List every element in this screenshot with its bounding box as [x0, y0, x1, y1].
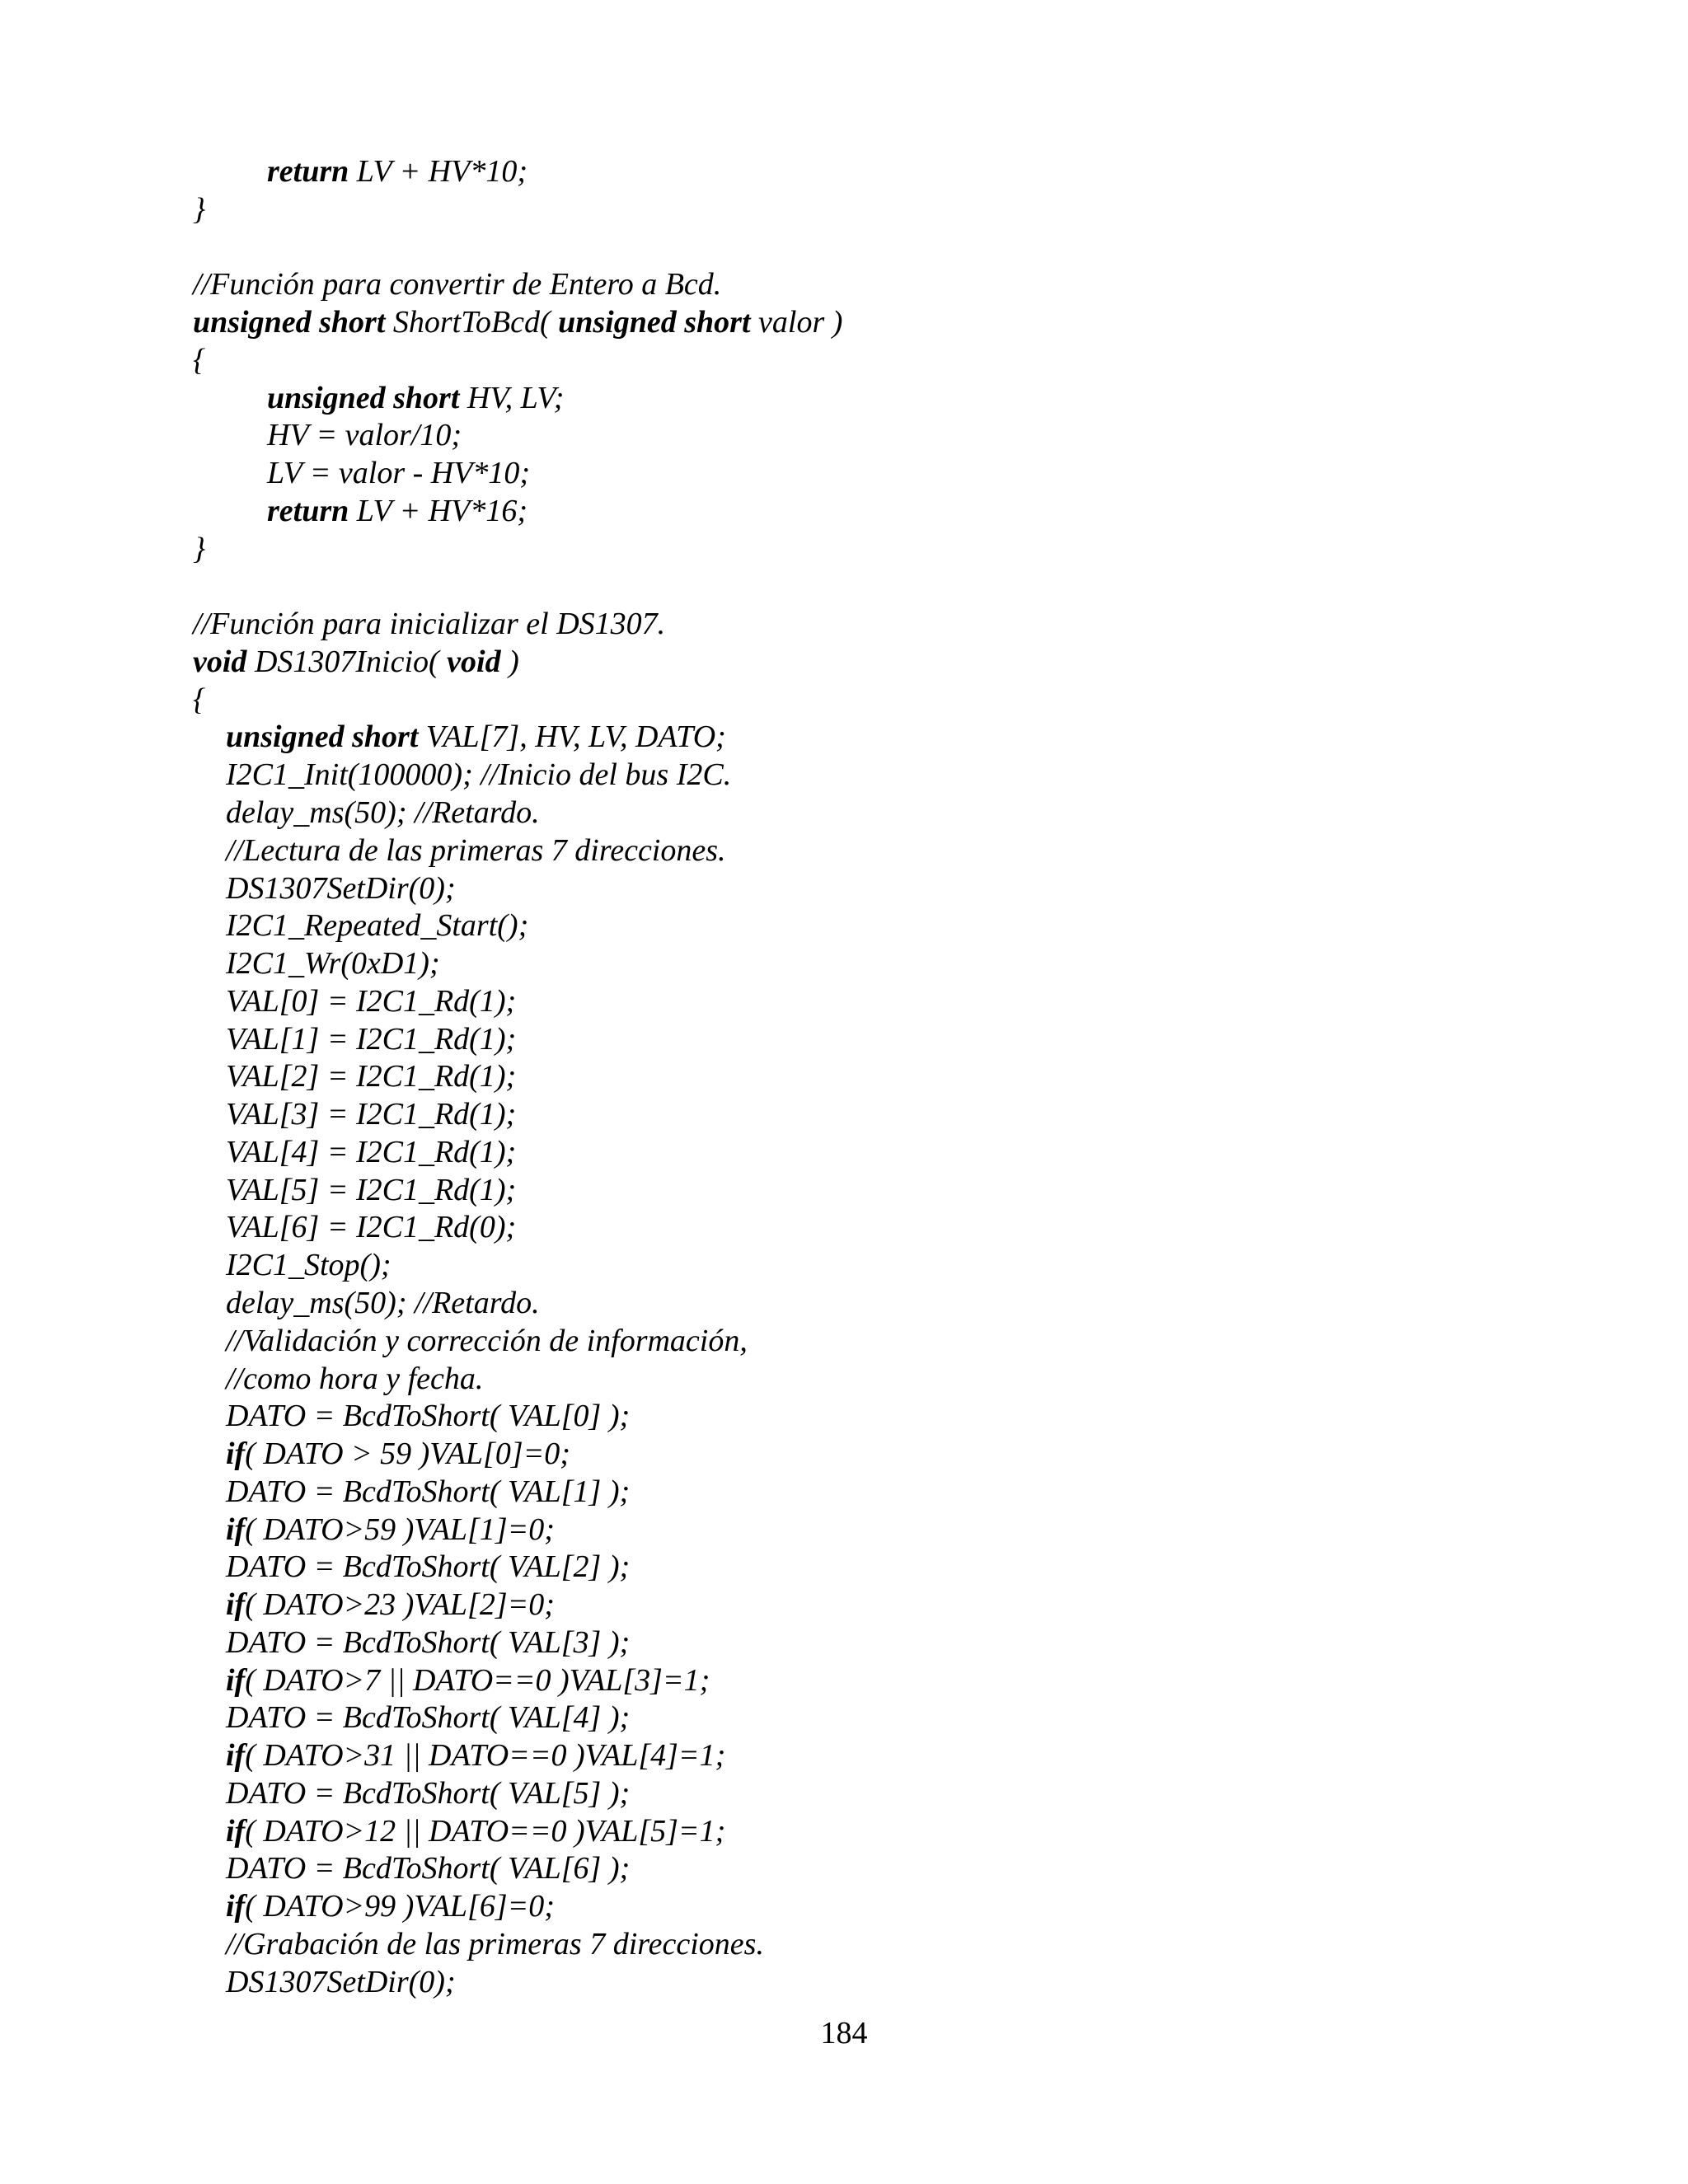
code-line	[193, 832, 1594, 870]
code-line	[193, 1361, 1594, 1399]
code-text: I2C1_Wr(0xD1);	[226, 946, 440, 982]
code-line	[193, 1813, 1594, 1851]
code-text: //Validación y corrección de información,	[226, 1323, 748, 1358]
code-line	[193, 1209, 1594, 1247]
code-keyword: unsigned short	[558, 305, 751, 340]
code-line	[193, 1926, 1594, 1964]
code-listing	[193, 153, 1594, 2002]
code-keyword: return	[267, 154, 349, 189]
code-text: DATO = BcdToShort( VAL[0] );	[226, 1399, 631, 1434]
code-line	[193, 1662, 1594, 1700]
code-text: DS1307SetDir(0);	[226, 1964, 456, 1999]
code-line	[193, 794, 1594, 832]
code-line	[193, 455, 1594, 493]
code-text: VAL[5] = I2C1_Rd(1);	[226, 1172, 517, 1207]
code-line	[193, 1021, 1594, 1059]
code-text: HV = valor/10;	[267, 418, 462, 453]
code-line	[193, 719, 1594, 757]
code-text: ( DATO>12 || DATO==0 )VAL[5]=1;	[245, 1813, 726, 1849]
code-line	[193, 1775, 1594, 1813]
code-text: VAL[0] = I2C1_Rd(1);	[226, 983, 517, 1019]
code-text: //Lectura de las primeras 7 direcciones.	[226, 832, 726, 868]
code-text: //como hora y fecha.	[226, 1361, 484, 1396]
code-line	[193, 1511, 1594, 1549]
code-keyword: unsigned short	[226, 719, 419, 755]
code-text: ( DATO>99 )VAL[6]=0;	[245, 1889, 555, 1924]
code-line	[193, 1323, 1594, 1361]
code-line	[193, 1624, 1594, 1662]
code-keyword: unsigned short	[193, 305, 386, 340]
code-line	[193, 531, 1594, 569]
code-line	[193, 1134, 1594, 1172]
page-number: 184	[820, 2016, 868, 2050]
code-text: //Función para convertir de Entero a Bcd.	[193, 267, 722, 302]
code-text: DATO = BcdToShort( VAL[2] );	[226, 1549, 631, 1585]
code-line	[193, 907, 1594, 945]
code-text: HV, LV;	[459, 380, 565, 415]
code-text: }	[193, 191, 206, 227]
code-text: LV + HV*10;	[349, 154, 528, 189]
code-line	[193, 1398, 1594, 1436]
code-line	[193, 983, 1594, 1021]
code-line	[193, 304, 1594, 342]
code-text: I2C1_Repeated_Start();	[226, 908, 529, 944]
code-text: LV = valor - HV*10;	[267, 456, 531, 491]
code-text: DATO = BcdToShort( VAL[1] );	[226, 1474, 631, 1509]
code-text: valor )	[750, 305, 843, 340]
code-line	[193, 682, 1594, 719]
code-line	[193, 417, 1594, 455]
code-text: ( DATO>59 )VAL[1]=0;	[245, 1511, 555, 1547]
code-text: DATO = BcdToShort( VAL[3] );	[226, 1624, 631, 1660]
code-line	[193, 493, 1594, 531]
code-text: //Función para inicializar el DS1307.	[193, 607, 666, 642]
code-line	[193, 1549, 1594, 1586]
code-text: LV + HV*16;	[349, 493, 528, 528]
code-text: delay_ms(50); //Retardo.	[226, 795, 540, 831]
code-line	[193, 1172, 1594, 1210]
code-text: VAL[1] = I2C1_Rd(1);	[226, 1021, 517, 1057]
code-line	[193, 1888, 1594, 1926]
code-text: VAL[2] = I2C1_Rd(1);	[226, 1059, 517, 1094]
code-line	[193, 380, 1594, 418]
code-text: DATO = BcdToShort( VAL[5] );	[226, 1775, 631, 1811]
code-text: VAL[3] = I2C1_Rd(1);	[226, 1097, 517, 1132]
code-line	[193, 757, 1594, 794]
code-text: I2C1_Init(100000); //Inicio del bus I2C.	[226, 757, 732, 793]
code-text: )	[500, 644, 519, 679]
code-text: {	[193, 342, 206, 377]
code-line	[193, 606, 1594, 644]
code-text: }	[193, 531, 206, 566]
code-line	[193, 153, 1594, 191]
code-text: ( DATO>7 || DATO==0 )VAL[3]=1;	[245, 1662, 710, 1698]
code-text: DATO = BcdToShort( VAL[6] );	[226, 1851, 631, 1886]
code-keyword: if	[226, 1511, 246, 1547]
code-line	[193, 191, 1594, 229]
code-text: DATO = BcdToShort( VAL[4] );	[226, 1700, 631, 1736]
code-line	[193, 1096, 1594, 1134]
code-keyword: unsigned short	[267, 380, 460, 415]
code-line	[193, 1474, 1594, 1511]
code-line	[193, 1285, 1594, 1323]
code-text: DS1307SetDir(0);	[226, 870, 456, 906]
code-text: delay_ms(50); //Retardo.	[226, 1285, 540, 1320]
code-line	[193, 945, 1594, 983]
code-line	[193, 1586, 1594, 1624]
code-line	[193, 266, 1594, 304]
code-keyword: void	[193, 644, 247, 679]
code-line	[193, 568, 1594, 606]
code-line	[193, 1436, 1594, 1474]
code-text: //Grabación de las primeras 7 direcciones.	[226, 1926, 764, 1961]
code-line	[193, 229, 1594, 267]
code-keyword: void	[447, 644, 501, 679]
code-line	[193, 644, 1594, 682]
code-keyword: if	[226, 1738, 246, 1774]
code-line	[193, 1850, 1594, 1888]
code-text: ( DATO > 59 )VAL[0]=0;	[245, 1436, 570, 1472]
code-text: VAL[4] = I2C1_Rd(1);	[226, 1134, 517, 1169]
code-text: ShortToBcd(	[385, 305, 559, 340]
code-keyword: if	[226, 1889, 246, 1924]
code-keyword: return	[267, 493, 349, 528]
code-line	[193, 1737, 1594, 1775]
code-text: {	[193, 682, 206, 717]
code-line	[193, 1058, 1594, 1096]
code-keyword: if	[226, 1813, 246, 1849]
code-text: VAL[6] = I2C1_Rd(0);	[226, 1210, 517, 1245]
code-keyword: if	[226, 1436, 246, 1472]
code-keyword: if	[226, 1587, 246, 1623]
code-line	[193, 1247, 1594, 1285]
code-line	[193, 870, 1594, 908]
code-keyword: if	[226, 1662, 246, 1698]
code-text: ( DATO>31 || DATO==0 )VAL[4]=1;	[245, 1738, 726, 1774]
code-text: ( DATO>23 )VAL[2]=0;	[245, 1587, 555, 1623]
code-text: I2C1_Stop();	[226, 1248, 392, 1283]
code-text: VAL[7], HV, LV, DATO;	[418, 719, 726, 755]
code-text: DS1307Inicio(	[246, 644, 448, 679]
code-line	[193, 1964, 1594, 2002]
code-line	[193, 1699, 1594, 1737]
code-line	[193, 342, 1594, 380]
